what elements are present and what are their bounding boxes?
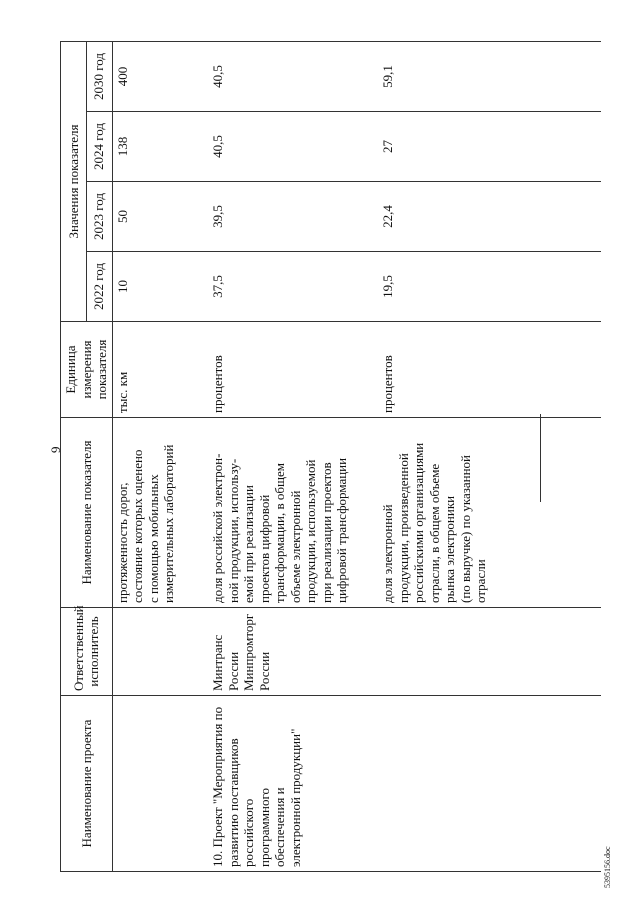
header-executor: Ответственный исполнитель	[61, 608, 113, 696]
page-number: 9	[48, 446, 63, 453]
executor-cell: Минтранс России Минпромторг России	[208, 608, 378, 696]
value-2024: 40,5	[208, 112, 378, 182]
value-2022: 37,5	[208, 252, 378, 322]
header-project: Наименование проекта	[61, 696, 113, 872]
header-2023: 2023 год	[86, 182, 112, 252]
indicator-cell: доля электронной продукции, произведенной российскими организациями отрасли, в общем объеме рынка электроники (по выручке) по указанной отрасли	[378, 418, 601, 608]
indicator-cell: протяженность дорог, состояние которых оценено с помощью мобильных измерительных лабораторий	[112, 418, 208, 608]
indicators-table	[60, 41, 601, 872]
end-separator-line	[540, 414, 541, 502]
value-2024: 27	[378, 112, 601, 182]
unit-cell: процентов	[208, 322, 378, 418]
header-indicator: Наименование показателя	[61, 418, 113, 608]
value-2023: 39,5	[208, 182, 378, 252]
header-unit: Единица измерения показателя	[61, 322, 113, 418]
project-cell	[112, 696, 208, 872]
value-2022: 10	[112, 252, 208, 322]
unit-cell: процентов	[378, 322, 601, 418]
project-cell	[378, 696, 601, 872]
value-2022: 19,5	[378, 252, 601, 322]
project-cell: 10. Проект "Мероприятия по развитию поставщиков российского программного обеспечения и электронной продукции"	[208, 696, 378, 872]
indicator-cell: доля российской электрон- ной продукции, использу- емой при реализации проектов цифровой трансформации, в общем объеме электронной продукции, используемой при реализации проектов цифровой трансформации	[208, 418, 378, 608]
header-2024: 2024 год	[86, 112, 112, 182]
table-row	[378, 41, 601, 871]
value-2030: 59,1	[378, 41, 601, 111]
header-2030: 2030 год	[86, 41, 112, 111]
executor-cell	[378, 608, 601, 696]
value-2030: 40,5	[208, 41, 378, 111]
table-row	[112, 41, 208, 871]
table-row	[208, 41, 378, 871]
unit-cell: тыс. км	[112, 322, 208, 418]
value-2023: 50	[112, 182, 208, 252]
executor-cell	[112, 608, 208, 696]
value-2030: 400	[112, 41, 208, 111]
document-id: 5395156.doc	[603, 846, 612, 888]
header-values: Значения показателя	[61, 41, 87, 321]
value-2023: 22,4	[378, 182, 601, 252]
header-2022: 2022 год	[86, 252, 112, 322]
value-2024: 138	[112, 112, 208, 182]
